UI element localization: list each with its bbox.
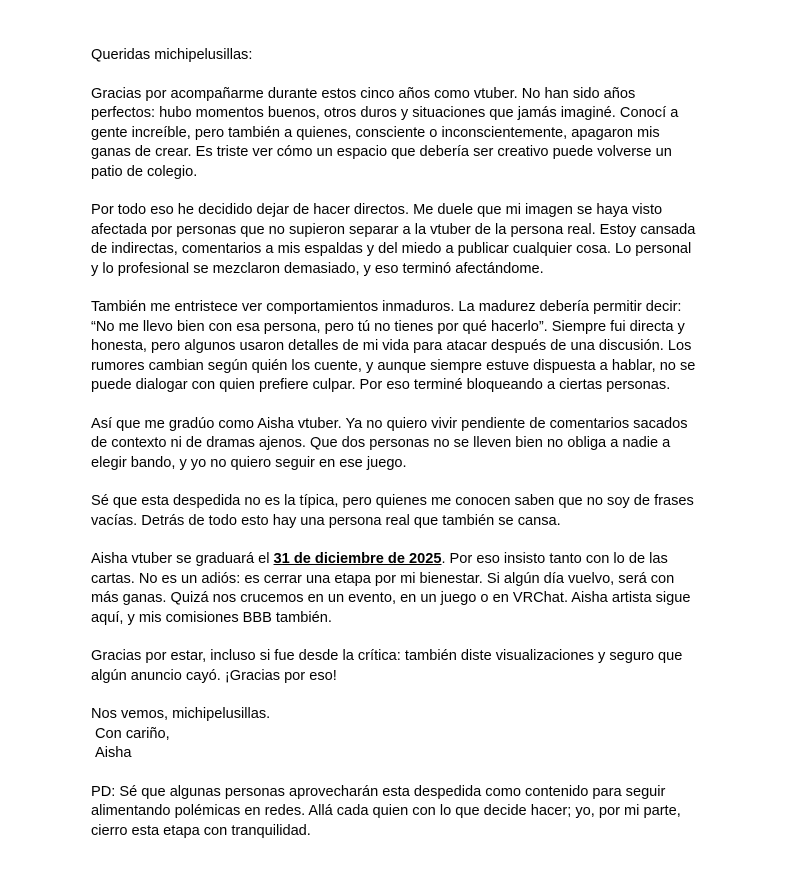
closing-affection: Con cariño, [95,725,170,742]
closing-farewell: Nos vemos, michipelusillas. [91,706,271,722]
graduation-date: 31 de diciembre de 2025 [273,551,442,567]
paragraph-not-typical-farewell: Sé que esta despedida no es la típica, pero quienes me conocen saben que no soy de frases vacías. Detrás de todo esto hay una persona real que también se cansa. [91,493,694,529]
paragraph-thanks-five-years: Gracias por acompañarme durante estos cinco años como vtuber. No han sido años perfectos: hubo momentos buenos, otros duros y situaciones que jamás imaginé. Conocí a gente increíble, pero también a quienes, consciente o inconscientemente, apagaron mis ganas de crear. Es triste ver cómo un espacio que debería ser creativo puede volverse un patio de colegio. [91,85,679,180]
closing-block [91,705,701,764]
paragraph-stop-streaming: Por todo eso he decidido dejar de hacer directos. Me duele que mi imagen se haya visto afectada por personas que no supieron separar a la vtuber de la persona real. Estoy cansada de indirectas, comentarios a mis espaldas y del miedo a publicar cualquier cosa. Lo personal y lo profesional se mezclaron demasiado, y eso terminó afectándome. [91,202,696,277]
graduation-text-before: Aisha vtuber se graduará el [91,551,274,567]
paragraph-graduation-decision: Así que me gradúo como Aisha vtuber. Ya no quiero vivir pendiente de comentarios sacados de contexto ni de dramas ajenos. Que dos personas no se lleven bien no obliga a nadie a elegir bando, y yo no quiero seguir en ese juego. [91,415,688,471]
paragraph-graduation-date [91,550,701,628]
paragraph-thanks-critics: Gracias por estar, incluso si fue desde la crítica: también diste visualizaciones y seguro que algún anuncio cayó. ¡Gracias por eso! [91,648,683,684]
graduation-text-after: . Por eso insisto tanto con lo de las cartas. No es un adiós: es cerrar una etapa por mi bienestar. Si algún día vuelvo, será con más ganas. Quizá nos crucemos en un evento, en un juego o en VRChat. Aisha artista sigue aquí, y mis comisiones BBB también. [91,551,691,626]
paragraph-immature-behavior: También me entristece ver comportamientos inmaduros. La madurez debería permitir decir: “No me llevo bien con esa persona, pero tú no tienes por qué hacerlo”. Siempre fui directa y honesta, pero algunos usaron detalles de mi vida para atacar después de una discusión. Los rumores cambian según quién los cuente, y aunque siempre estuve dispuesta a hablar, no se puede dialogar con quien prefiere culpar. Por eso terminé bloqueando a ciertas personas. [91,299,696,393]
postscript: PD: Sé que algunas personas aprovecharán esta despedida como contenido para seguir alimentando polémicas en redes. Allá cada quien con lo que decide hacer; yo, por mi parte, cierro esta etapa con tranquilidad. [91,783,681,839]
letter-greeting: Queridas michipelusillas: [91,47,253,63]
signature: Aisha [95,745,132,761]
letter-document [91,46,701,841]
